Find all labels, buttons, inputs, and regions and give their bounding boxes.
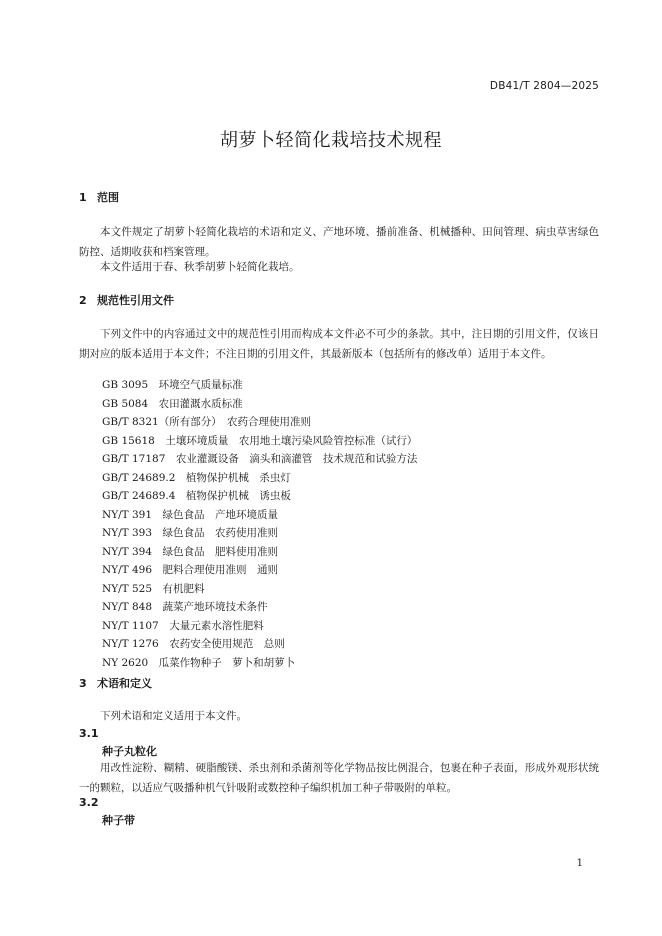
section-title: 规范性引用文件 [97, 294, 174, 307]
clause-number: 3.1 [79, 727, 99, 740]
reference-item: NY/T 496 肥料合理使用准则 通则 [102, 564, 279, 576]
terms-intro: 下列术语和定义适用于本文件。 [100, 710, 247, 722]
term-definition: 用改性淀粉、糊精、硬脂酸镁、杀虫剂和杀菌剂等化学物品按比例混合，包裹在种子表面，形成外观形状统一的颗粒，以适应气吸播种机气针吸附或数控种子编织机加工种子带吸附的单粒。 [79, 762, 599, 794]
reference-item: GB/T 24689.4 植物保护机械 诱虫板 [102, 490, 291, 502]
reference-item: NY/T 393 绿色食品 农药使用准则 [102, 527, 279, 539]
section-heading-scope [79, 189, 119, 205]
section-number: 2 [79, 294, 87, 307]
term-name: 种子带 [102, 814, 135, 827]
reference-item: GB/T 17187 农业灌溉设备 滴头和滴灌管 技术规范和试验方法 [102, 453, 418, 465]
normative-refs-intro: 下列文件中的内容通过文中的规范性引用而构成本文件必不可少的条款。其中，注日期的引用文件，仅该日期对应的版本适用于本文件；不注日期的引用文件，其最新版本（包括所有的修改单）适用于本文件。 [79, 328, 599, 360]
reference-item: NY/T 391 绿色食品 产地环境质量 [102, 508, 279, 521]
term-name: 种子丸粒化 [102, 745, 157, 758]
reference-item: GB 5084 农田灌溉水质标准 [102, 397, 243, 410]
clause-number: 3.2 [79, 796, 99, 809]
reference-item: NY/T 525 有机肥料 [102, 582, 205, 595]
reference-item: GB 3095 环境空气质量标准 [102, 379, 243, 391]
reference-item: GB/T 24689.2 植物保护机械 杀虫灯 [102, 471, 291, 484]
section-title: 范围 [97, 191, 119, 204]
page-number: 1 [576, 858, 583, 869]
reference-item: GB/T 8321（所有部分） 农药合理使用准则 [102, 416, 311, 428]
section-heading-normative-refs [79, 292, 174, 308]
section-title: 术语和定义 [97, 677, 152, 690]
reference-item: NY/T 1107 大量元素水溶性肥料 [102, 619, 264, 632]
section-number: 3 [79, 677, 87, 690]
scope-paragraph-1: 本文件规定了胡萝卜轻简化栽培的术语和定义、产地环境、播前准备、机械播种、田间管理、病虫草害绿色防控、适期收获和档案管理。 [79, 226, 599, 258]
reference-item: NY/T 1276 农药安全使用规范 总则 [102, 638, 285, 650]
section-number: 1 [79, 191, 87, 204]
reference-item: NY/T 394 绿色食品 肥料使用准则 [102, 545, 279, 558]
standard-number: DB41/T 2804—2025 [489, 80, 599, 92]
section-heading-terms [79, 675, 152, 691]
reference-item: GB 15618 土壤环境质量 农用地土壤污染风险管控标准（试行） [102, 434, 418, 447]
document-title: 胡萝卜轻简化栽培技术规程 [220, 130, 442, 151]
reference-item: NY/T 848 蔬菜产地环境技术条件 [102, 601, 268, 613]
scope-paragraph-2: 本文件适用于春、秋季胡萝卜轻简化栽培。 [100, 261, 300, 273]
reference-item: NY 2620 瓜菜作物种子 萝卜和胡萝卜 [102, 656, 296, 669]
